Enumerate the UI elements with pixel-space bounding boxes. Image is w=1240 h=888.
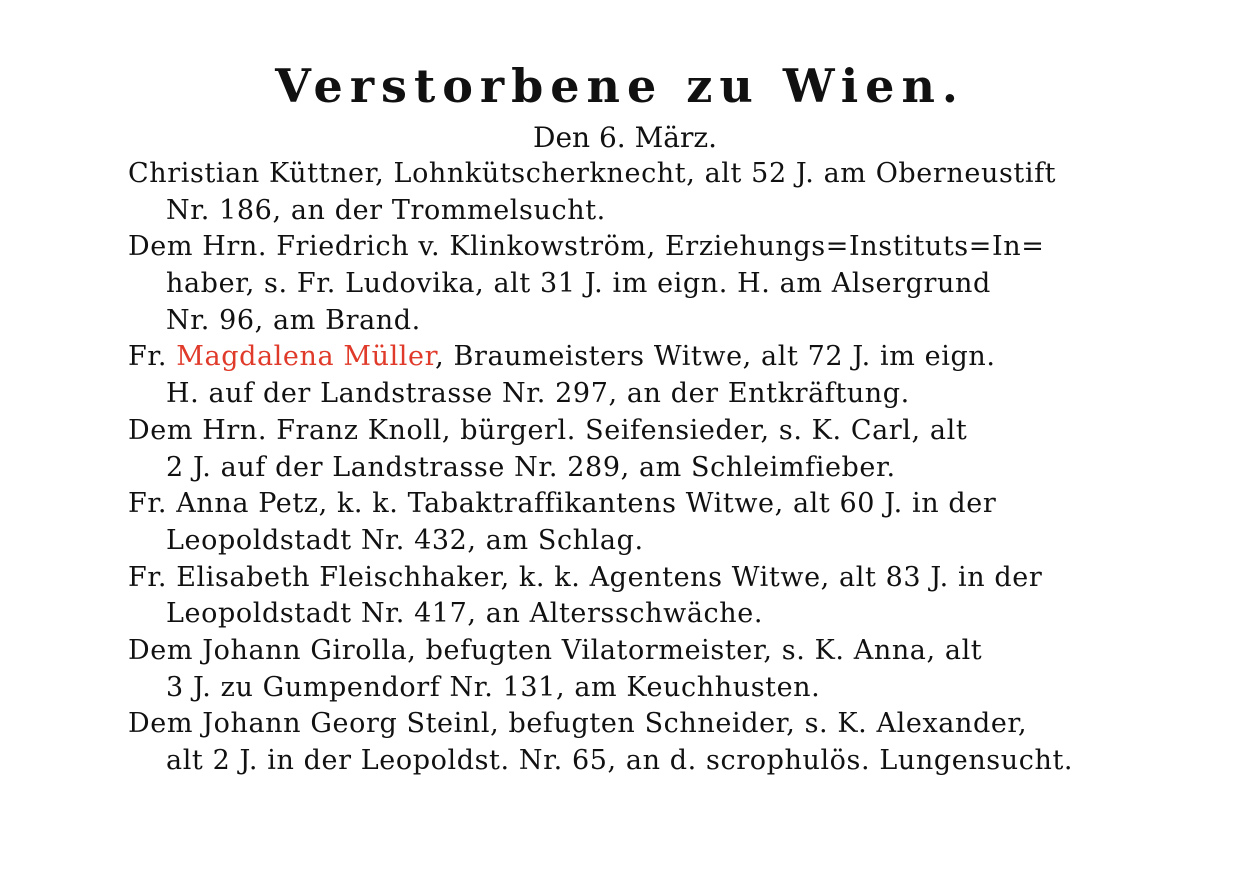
notice-line: haber, s. Fr. Ludovika, alt 31 J. im eign. H. am Alsergrund: [166, 268, 991, 300]
notice-line: Dem Johann Georg Steinl, befugten Schneider, s. K. Alexander,: [128, 708, 1028, 740]
notice-text: , Braumeisters Witwe, alt 72 J. im eign.: [435, 341, 996, 373]
notice-entry-4: [128, 413, 1124, 486]
notice-entry-3: [128, 339, 1124, 412]
highlighted-name: Magdalena Müller: [176, 341, 436, 373]
notice-line: Dem Hrn. Franz Knoll, bürgerl. Seifensieder, s. K. Carl, alt: [128, 414, 968, 446]
notice-line: Christian Küttner, Lohnkütscherknecht, alt 52 J. am Oberneustift: [128, 158, 1057, 189]
notice-line: Nr. 96, am Brand.: [166, 304, 421, 336]
notice-prefix: Fr.: [128, 341, 168, 373]
death-notices-list: [128, 156, 1124, 780]
notice-line: 2 J. auf der Landstrasse Nr. 289, am Schleimfieber.: [166, 451, 896, 483]
notice-line: Fr. Elisabeth Fleischhaker, k. k. Agentens Witwe, alt 83 J. in der: [128, 561, 1043, 593]
notice-entry-8: [128, 706, 1124, 779]
notice-entry-5: [128, 486, 1124, 559]
notice-line: Nr. 186, an der Trommelsucht.: [166, 194, 606, 226]
notice-line: H. auf der Landstrasse Nr. 297, an der Entkräftung.: [166, 378, 910, 410]
notice-line: Dem Hrn. Friedrich v. Klinkowström, Erziehungs=Instituts=In=: [128, 231, 1045, 263]
notice-line: [128, 339, 1124, 376]
notice-line: Leopoldstadt Nr. 417, an Altersschwäche.: [166, 598, 764, 630]
notice-line: Leopoldstadt Nr. 432, am Schlag.: [166, 524, 644, 556]
notice-entry-6: [128, 560, 1124, 633]
notice-entry-7: [128, 633, 1124, 706]
page-title: Verstorbene zu Wien.: [275, 59, 965, 113]
notice-entry-1: [128, 156, 1124, 229]
notice-line: 3 J. zu Gumpendorf Nr. 131, am Keuchhusten.: [166, 671, 821, 703]
notice-entry-2: [128, 229, 1124, 339]
notice-line: Dem Johann Girolla, befugten Vilatormeister, s. K. Anna, alt: [128, 634, 983, 666]
date-heading: Den 6. März.: [533, 121, 717, 154]
notice-line: Fr. Anna Petz, k. k. Tabaktraffikantens Witwe, alt 60 J. in der: [128, 488, 997, 520]
notice-line: alt 2 J. in der Leopoldst. Nr. 65, an d. scrophulös. Lungensucht.: [166, 745, 1074, 776]
